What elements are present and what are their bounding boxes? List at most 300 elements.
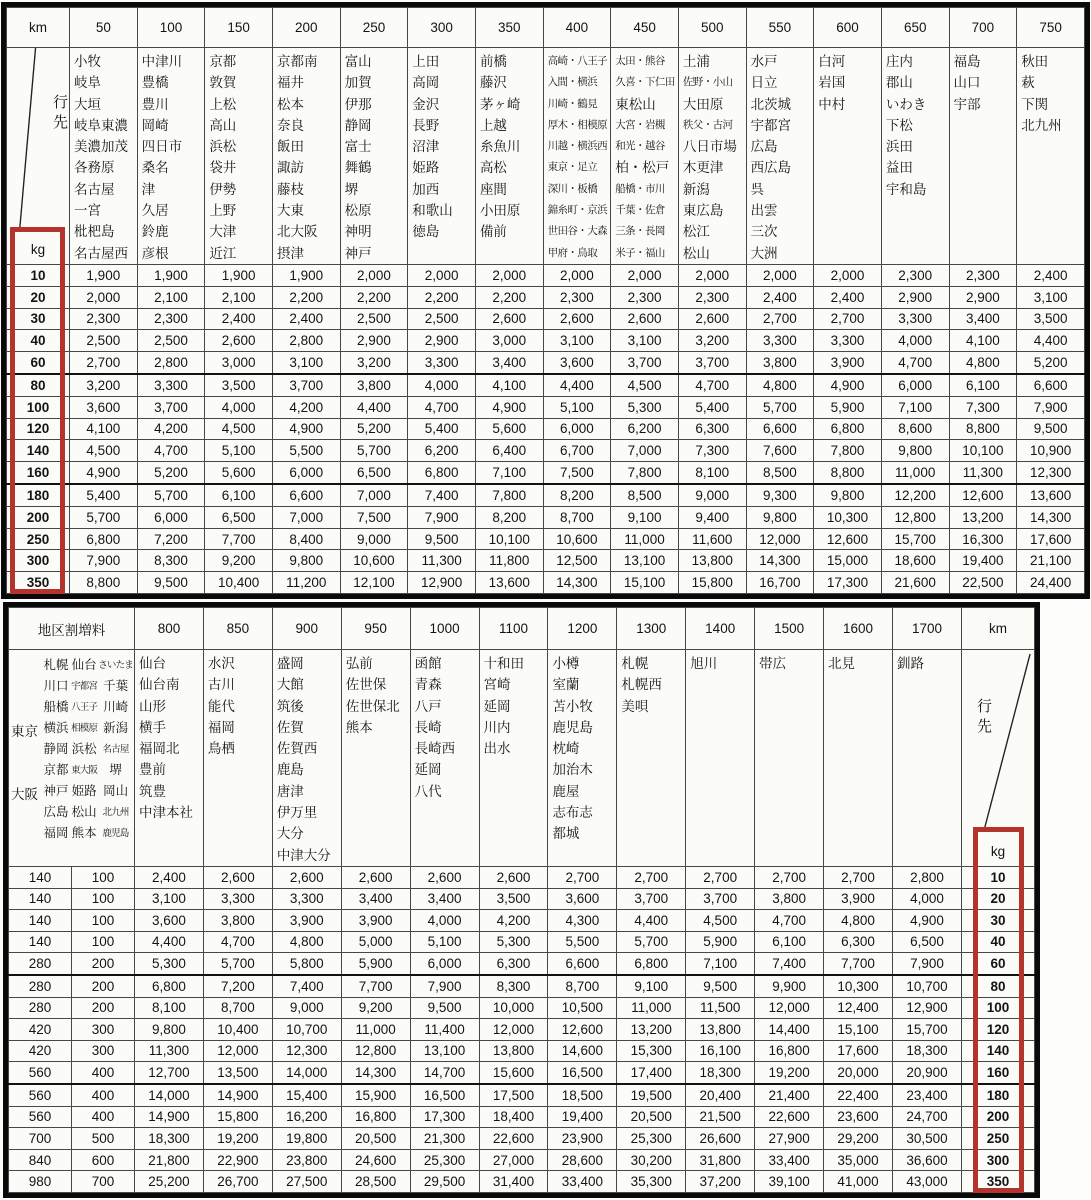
destination-city: 北茨城 <box>750 96 792 112</box>
fare-cell: 33,400 <box>548 1171 617 1193</box>
fare-cell: 3,500 <box>205 374 273 396</box>
fare-cell: 9,800 <box>746 506 814 528</box>
fare-cell: 3,000 <box>205 352 273 374</box>
destination-city: 出水 <box>483 741 511 757</box>
weight-cell: 30 <box>962 910 1035 932</box>
fare-cell: 6,800 <box>617 953 686 975</box>
fare-cell: 12,600 <box>814 528 882 550</box>
osaka-surcharge-cell: 200 <box>72 997 135 1019</box>
osaka-surcharge-cell: 300 <box>72 1040 135 1062</box>
destination-city: 枕崎 <box>552 741 580 757</box>
osaka-surcharge-cell: 400 <box>72 1062 135 1084</box>
weight-cell: 200 <box>962 1106 1035 1128</box>
fare-cell: 14,300 <box>543 572 611 594</box>
destination-cell <box>410 650 479 867</box>
fare-cell: 2,000 <box>678 265 746 287</box>
tokyo-surcharge-cell: 560 <box>9 1106 72 1128</box>
fare-cell: 10,100 <box>949 440 1017 462</box>
surcharge-city: 堺 <box>109 763 122 777</box>
weight-cell: 100 <box>962 997 1035 1019</box>
weight-cell: 10 <box>7 265 70 287</box>
fare-cell: 31,800 <box>686 1149 755 1171</box>
fare-cell: 3,800 <box>340 374 408 396</box>
fare-cell: 6,000 <box>881 374 949 396</box>
fare-cell: 11,400 <box>410 1019 479 1041</box>
fare-cell: 1,900 <box>70 265 138 287</box>
fare-cell: 2,900 <box>949 286 1017 308</box>
destination-city: 豊川 <box>141 96 169 112</box>
destination-city: 佐賀 <box>276 719 304 735</box>
fare-cell: 7,700 <box>341 975 410 997</box>
destination-cell <box>341 650 410 867</box>
surcharge-city: 川崎 <box>103 700 129 714</box>
destination-city: 仙台 <box>139 656 166 671</box>
destination-city: 摂津 <box>276 245 304 261</box>
fare-cell: 2,100 <box>137 286 205 308</box>
fare-cell: 2,500 <box>137 330 205 352</box>
fare-cell: 22,900 <box>203 1149 272 1171</box>
weight-cell: 160 <box>7 462 70 484</box>
fare-cell: 2,000 <box>746 265 814 287</box>
weight-cell: 80 <box>962 975 1035 997</box>
surcharge-city: 静岡 <box>43 742 69 756</box>
destination-city: 釧路 <box>896 656 924 671</box>
destination-city: 延岡 <box>483 698 511 714</box>
fare-cell: 2,300 <box>678 286 746 308</box>
osaka-surcharge-cell: 300 <box>72 1019 135 1041</box>
distance-header: 450 <box>611 8 679 48</box>
destination-city: 加治木 <box>552 762 593 778</box>
osaka-surcharge-cell: 400 <box>72 1084 135 1106</box>
destination-city: 上野 <box>209 203 237 219</box>
fare-cell: 5,900 <box>341 953 410 975</box>
destination-cell <box>686 650 755 867</box>
fare-cell: 13,800 <box>479 1040 548 1062</box>
fare-cell: 11,000 <box>341 1019 410 1041</box>
destination-cell <box>892 650 961 867</box>
fare-cell: 2,000 <box>340 265 408 287</box>
destination-city: 中村 <box>818 96 846 112</box>
tokyo-surcharge-cell: 140 <box>9 866 72 888</box>
fare-cell: 3,200 <box>70 374 138 396</box>
fare-cell: 16,700 <box>746 572 814 594</box>
fare-cell: 2,300 <box>137 308 205 330</box>
destination-city: 沼津 <box>412 139 440 155</box>
fare-cell: 1,900 <box>137 265 205 287</box>
destination-city: 藤沢 <box>479 75 507 91</box>
fare-cell: 24,400 <box>1017 572 1085 594</box>
destination-city: 北見 <box>828 656 856 671</box>
fare-cell: 5,100 <box>543 396 611 418</box>
destination-city: 三次 <box>750 224 778 240</box>
fare-cell: 2,400 <box>1017 265 1085 287</box>
destination-city: 熊本 <box>345 719 373 735</box>
fare-cell: 5,500 <box>548 931 617 953</box>
destination-city: 松山 <box>682 245 710 261</box>
fare-cell: 18,300 <box>135 1128 204 1150</box>
destination-city: 札幌西 <box>621 677 662 693</box>
destination-city: 八戸 <box>414 698 442 714</box>
fare-cell: 14,900 <box>135 1106 204 1128</box>
fare-cell: 15,100 <box>611 572 679 594</box>
fare-cell: 3,600 <box>135 910 204 932</box>
surcharge-header: 地区割増料 <box>9 608 135 650</box>
weight-cell: 60 <box>962 953 1035 975</box>
destination-city: 出雲 <box>750 203 778 219</box>
destination-city: 鈴鹿 <box>141 224 169 240</box>
fare-cell: 14,300 <box>746 550 814 572</box>
fare-cell: 8,700 <box>203 997 272 1019</box>
surcharge-city-cell <box>9 650 135 867</box>
surcharge-city: 札幌 <box>43 658 69 672</box>
destination-city: 小田原 <box>479 203 521 219</box>
surcharge-city: 千葉 <box>103 679 129 693</box>
destination-city: 米子・福山 <box>615 246 665 259</box>
fare-cell: 5,300 <box>611 396 679 418</box>
fare-cell: 12,600 <box>548 1019 617 1041</box>
fare-cell: 6,500 <box>340 462 408 484</box>
fare-cell: 7,600 <box>746 440 814 462</box>
fare-cell: 3,200 <box>678 330 746 352</box>
fare-cell: 2,600 <box>479 866 548 888</box>
destination-city: 茅ヶ崎 <box>479 96 521 112</box>
destination-city: 入間・横浜 <box>547 76 598 89</box>
fare-cell: 2,600 <box>272 866 341 888</box>
fare-cell: 7,200 <box>203 975 272 997</box>
surcharge-city: 京都 <box>43 763 69 777</box>
fare-cell: 3,800 <box>203 910 272 932</box>
fare-cell: 16,100 <box>686 1040 755 1062</box>
diagonal-divider-line <box>7 48 69 264</box>
destination-city: 西広島 <box>750 160 792 176</box>
diagonal-divider-line <box>962 650 1034 866</box>
fare-cell: 33,400 <box>755 1149 824 1171</box>
fare-cell: 2,900 <box>340 330 408 352</box>
fare-cell: 18,500 <box>548 1084 617 1106</box>
fare-cell: 4,800 <box>824 910 893 932</box>
destination-city: 座間 <box>479 181 507 197</box>
weight-cell: 40 <box>7 330 70 352</box>
fare-cell: 20,400 <box>686 1084 755 1106</box>
fare-cell: 4,700 <box>755 910 824 932</box>
fare-cell: 21,400 <box>755 1084 824 1106</box>
destination-city: 都城 <box>552 826 580 842</box>
fare-cell: 11,500 <box>686 997 755 1019</box>
destination-city: 日立 <box>750 75 778 91</box>
fare-cell: 2,700 <box>824 866 893 888</box>
surcharge-city: 宇都宮 <box>71 681 98 692</box>
surcharge-city: 松山 <box>71 805 97 819</box>
destination-city: 中津大分 <box>276 847 331 863</box>
fare-cell: 3,300 <box>746 330 814 352</box>
fare-cell: 31,400 <box>479 1171 548 1193</box>
fare-cell: 10,600 <box>340 550 408 572</box>
destination-city: 青森 <box>414 677 442 693</box>
fare-cell: 19,400 <box>548 1106 617 1128</box>
destination-city: 郡山 <box>885 75 913 91</box>
tokyo-surcharge-cell: 280 <box>9 975 72 997</box>
destination-city: 八代 <box>414 783 442 799</box>
fare-cell: 11,300 <box>135 1040 204 1062</box>
weight-cell: 250 <box>7 528 70 550</box>
fare-cell: 18,300 <box>892 1040 961 1062</box>
destination-city: 東広島 <box>682 203 724 219</box>
destination-city: 美唄 <box>621 698 649 714</box>
fare-cell: 43,000 <box>892 1171 961 1193</box>
fare-cell: 16,800 <box>755 1040 824 1062</box>
destination-city: 岩国 <box>818 75 846 91</box>
fare-cell: 7,800 <box>814 440 882 462</box>
weight-cell: 10 <box>962 866 1035 888</box>
destination-cell <box>746 48 814 265</box>
destination-city: 堺 <box>344 181 359 197</box>
fare-cell: 4,900 <box>814 374 882 396</box>
fare-cell: 2,000 <box>70 286 138 308</box>
tokyo-surcharge-cell: 140 <box>9 931 72 953</box>
fare-cell: 13,800 <box>678 550 746 572</box>
fare-cell: 4,200 <box>272 396 340 418</box>
weight-cell: 80 <box>7 374 70 396</box>
fare-cell: 16,800 <box>341 1106 410 1128</box>
destination-city: 宇都宮 <box>750 117 792 133</box>
kg-unit-label: kg <box>990 843 1006 859</box>
weight-cell: 20 <box>962 888 1035 910</box>
fare-cell: 16,300 <box>949 528 1017 550</box>
tokyo-surcharge-cell: 420 <box>9 1040 72 1062</box>
osaka-label: 大阪 <box>11 787 38 802</box>
destination-city: 松江 <box>682 224 710 240</box>
destination-city: 伊勢 <box>209 181 237 197</box>
distance-header: 900 <box>272 608 341 650</box>
fare-cell: 13,100 <box>611 550 679 572</box>
fare-cell: 11,300 <box>949 462 1017 484</box>
fare-cell: 4,000 <box>410 910 479 932</box>
fare-cell: 14,900 <box>203 1084 272 1106</box>
fare-cell: 24,700 <box>892 1106 961 1128</box>
fare-cell: 13,600 <box>1017 484 1085 506</box>
destination-city: 佐世保北 <box>345 698 400 714</box>
destination-city: 宇和島 <box>885 181 927 197</box>
fare-cell: 3,200 <box>340 352 408 374</box>
fare-cell: 2,000 <box>814 265 882 287</box>
fare-cell: 3,700 <box>617 888 686 910</box>
fare-cell: 4,900 <box>272 418 340 440</box>
fare-cell: 2,300 <box>70 308 138 330</box>
weight-cell: 60 <box>7 352 70 374</box>
fare-cell: 7,000 <box>272 506 340 528</box>
fare-cell: 12,800 <box>881 506 949 528</box>
distance-header: 150 <box>205 8 273 48</box>
destination-cell <box>755 650 824 867</box>
destination-city: 豊橋 <box>141 75 169 91</box>
destination-city: 山形 <box>139 698 166 714</box>
distance-header: 1000 <box>410 608 479 650</box>
destination-city: 高松 <box>479 160 507 176</box>
fare-cell: 6,100 <box>205 484 273 506</box>
fare-cell: 2,900 <box>408 330 476 352</box>
kg-unit-label: kg <box>30 242 46 257</box>
fare-cell: 4,800 <box>746 374 814 396</box>
surcharge-city: 岡山 <box>103 784 129 798</box>
distance-header: 1100 <box>479 608 548 650</box>
fare-cell: 4,900 <box>892 910 961 932</box>
destination-city: 柏・松戸 <box>615 160 670 176</box>
fare-cell: 12,000 <box>479 1019 548 1041</box>
fare-cell: 2,200 <box>272 286 340 308</box>
fare-cell: 2,400 <box>746 286 814 308</box>
tokyo-surcharge-cell: 560 <box>9 1062 72 1084</box>
destination-city: 一宮 <box>74 203 101 219</box>
surcharge-city: 熊本 <box>71 826 97 840</box>
destination-city: 北大阪 <box>276 224 318 240</box>
distance-header: 250 <box>340 8 408 48</box>
fare-cell: 4,200 <box>137 418 205 440</box>
fare-cell: 5,700 <box>340 440 408 462</box>
destination-city: 福岡北 <box>139 741 180 757</box>
distance-header: 850 <box>203 608 272 650</box>
destination-city: 富山 <box>344 54 372 69</box>
fare-cell: 7,700 <box>205 528 273 550</box>
fare-cell: 17,400 <box>617 1062 686 1084</box>
fare-cell: 27,500 <box>272 1171 341 1193</box>
fare-cell: 15,700 <box>892 1019 961 1041</box>
fare-cell: 12,200 <box>881 484 949 506</box>
osaka-surcharge-cell: 200 <box>72 953 135 975</box>
destination-city: 諏訪 <box>276 160 304 176</box>
fare-cell: 4,700 <box>881 352 949 374</box>
fare-cell: 6,600 <box>548 953 617 975</box>
fare-cell: 9,000 <box>678 484 746 506</box>
fare-cell: 19,200 <box>203 1128 272 1150</box>
destination-city: 和光・越谷 <box>615 140 665 153</box>
fare-cell: 7,900 <box>70 550 138 572</box>
destination-city: 宇部 <box>953 96 981 112</box>
destination-city: 飯田 <box>276 139 304 155</box>
destination-cell <box>548 650 617 867</box>
destination-city: 苫小牧 <box>552 698 593 714</box>
fare-cell: 2,000 <box>611 265 679 287</box>
fare-cell: 25,300 <box>410 1149 479 1171</box>
fare-cell: 2,600 <box>678 308 746 330</box>
fare-cell: 23,600 <box>824 1106 893 1128</box>
fare-cell: 4,500 <box>611 374 679 396</box>
tokyo-surcharge-cell: 560 <box>9 1084 72 1106</box>
fare-cell: 12,100 <box>340 572 408 594</box>
fare-cell: 9,200 <box>341 997 410 1019</box>
destination-city: 旭川 <box>690 656 718 671</box>
osaka-surcharge-cell: 400 <box>72 1106 135 1128</box>
fare-cell: 4,500 <box>686 910 755 932</box>
fare-cell: 5,900 <box>814 396 882 418</box>
fare-cell: 39,100 <box>755 1171 824 1193</box>
fare-cell: 15,000 <box>814 550 882 572</box>
fare-cell: 2,700 <box>755 866 824 888</box>
tokyo-label: 東京 <box>11 724 38 739</box>
fare-cell: 12,300 <box>1017 462 1085 484</box>
fare-cell: 4,500 <box>70 440 138 462</box>
destination-city: 古川 <box>207 677 235 693</box>
destination-city: 川崎・鶴見 <box>547 97 598 110</box>
fare-cell: 7,400 <box>272 975 341 997</box>
osaka-surcharge-cell: 200 <box>72 975 135 997</box>
fare-cell: 7,900 <box>410 975 479 997</box>
fare-cell: 7,700 <box>824 953 893 975</box>
fare-cell: 3,900 <box>814 352 882 374</box>
fare-cell: 4,000 <box>881 330 949 352</box>
fare-cell: 12,900 <box>408 572 476 594</box>
destination-city: 船橋・市川 <box>615 182 665 195</box>
fare-cell: 9,500 <box>1017 418 1085 440</box>
fare-cell: 6,300 <box>824 931 893 953</box>
weight-cell: 350 <box>962 1171 1035 1193</box>
surcharge-city: 八王子 <box>71 702 98 713</box>
destination-city: 高崎・八王子 <box>547 55 607 67</box>
fare-cell: 5,300 <box>479 931 548 953</box>
distance-header: 1500 <box>755 608 824 650</box>
destination-city: 呉 <box>750 181 765 197</box>
tokyo-surcharge-cell: 140 <box>9 910 72 932</box>
fare-cell: 15,700 <box>881 528 949 550</box>
fare-cell: 6,800 <box>135 975 204 997</box>
fare-cell: 2,100 <box>205 286 273 308</box>
destination-cell <box>205 48 273 265</box>
destination-cell <box>70 48 138 265</box>
destination-city: 佐世保 <box>345 677 387 693</box>
destination-city: 能代 <box>207 698 235 714</box>
fare-cell: 21,800 <box>135 1149 204 1171</box>
fare-cell: 4,800 <box>272 931 341 953</box>
fare-cell: 28,600 <box>548 1149 617 1171</box>
destination-city: 大分 <box>276 826 304 842</box>
fare-cell: 10,900 <box>1017 440 1085 462</box>
fare-cell: 2,200 <box>475 286 543 308</box>
fare-cell: 7,800 <box>475 484 543 506</box>
fare-cell: 4,700 <box>408 396 476 418</box>
fare-cell: 26,600 <box>686 1128 755 1150</box>
fare-cell: 9,800 <box>135 1019 204 1041</box>
destination-city: 備前 <box>479 224 507 240</box>
fare-cell: 2,400 <box>135 866 204 888</box>
destination-city: 津 <box>141 181 156 197</box>
osaka-surcharge-cell: 100 <box>72 931 135 953</box>
fare-cell: 8,200 <box>475 506 543 528</box>
fare-cell: 6,600 <box>272 484 340 506</box>
surcharge-city: 浜松 <box>71 742 97 756</box>
destination-city: 東松山 <box>615 96 656 112</box>
distance-header: 700 <box>949 8 1017 48</box>
fare-cell: 6,400 <box>475 440 543 462</box>
fare-cell: 2,500 <box>70 330 138 352</box>
fare-cell: 3,600 <box>543 352 611 374</box>
fare-cell: 4,900 <box>70 462 138 484</box>
fare-cell: 18,600 <box>881 550 949 572</box>
destination-city: 福岡 <box>207 719 235 735</box>
fare-cell: 10,400 <box>205 572 273 594</box>
fare-cell: 3,100 <box>611 330 679 352</box>
fare-cell: 7,300 <box>949 396 1017 418</box>
destination-city: 秩父・古河 <box>682 118 733 131</box>
fare-cell: 4,200 <box>479 910 548 932</box>
fare-cell: 4,900 <box>475 396 543 418</box>
destination-city: 桑名 <box>141 160 169 176</box>
fare-cell: 9,500 <box>408 528 476 550</box>
fare-cell: 14,600 <box>548 1040 617 1062</box>
fare-cell: 6,800 <box>408 462 476 484</box>
fare-cell: 16,500 <box>548 1062 617 1084</box>
fare-cell: 17,300 <box>814 572 882 594</box>
fare-cell: 3,300 <box>814 330 882 352</box>
upper-rate-table <box>1 2 1090 599</box>
